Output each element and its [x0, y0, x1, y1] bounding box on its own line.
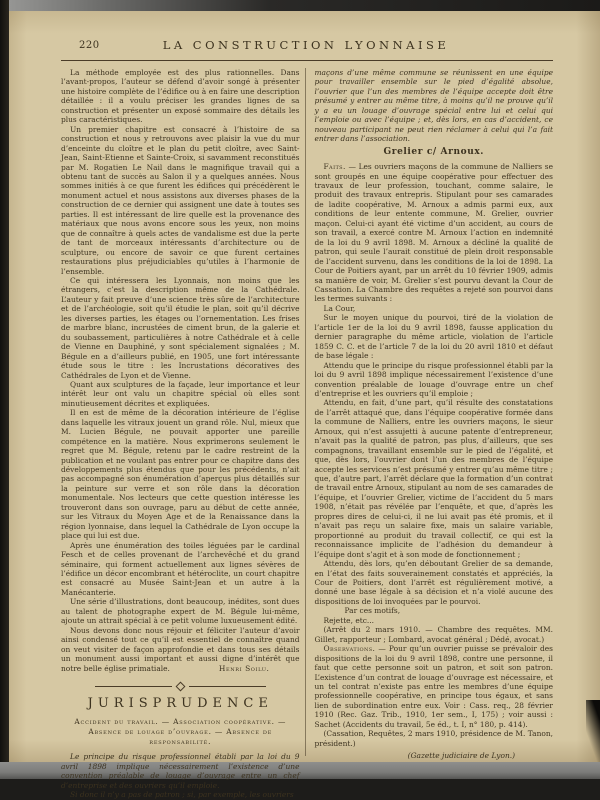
court-opinion-paragraph: La Cour,	[323, 303, 356, 313]
divider-line	[189, 686, 266, 687]
observations-paragraph	[315, 644, 554, 729]
divider-line	[95, 686, 172, 687]
author-signature: Henri Soilu.	[218, 663, 270, 673]
observations-label: Observations.	[323, 644, 376, 654]
paragraph: Il en est de même de la décoration intérieure de l’église dans laquelle les vitraux jouent un grand rôle. Nul, mieux que M. Lucien Bégule, ne pouvait apporter une pareille compétence en la matière. Nous exprimerons seulement le regret que M. Bégule, retenu par le cadre restreint de la publication et ne voulant pas entrer pour ce chapitre dans des développements plus étendus que pour les précédents, n’ait pas accompagné son énumération d’aperçus plus détaillés sur la peinture sur verre et son rôle dans la décoration monumentale. Nos lecteurs que cette question intéresse les trouveront dans son ouvrage, paru au début de cette année, sur les Vitraux du Moyen Age et de la Renaissance dans la région lyonnaise, dans lequel la Cathédrale de Lyon occupe la place qui lui est due.	[61, 408, 300, 541]
paragraph: Un premier chapitre est consacré à l’histoire de sa construction et nous y retrouvons avec plaisir la vue du mur d’enceinte du cloître et le plan du petit cloître, avec Saint-Jean, Saint-Etienne et Sainte-Croix, si savamment reconstitués par M. Rogatien Le Nail dans le magnifique travail qui a obtenu tant de succès au Salon il y a quelques années. Nous sommes initiés à ce que furent les édifices qui précédèrent le monument actuel et nous assistons aux diverses phases de la construction de ce dernier qui assignent une date à toutes ses parties. Il est intéressant de lire quelle est la provenance des matériaux que nous avons encore sous les yeux, non moins que de connaître à quels actes de vandalisme est due la perte de tant de morceaux intéressants d’architecture ou de sculpture, ou encore de savoir ce que furent certaines restaurations plus préjudiciables qu’utiles à l’harmonie de l’ensemble.	[61, 124, 300, 276]
jurisprudence-section-title: JURISPRUDENCE	[87, 696, 273, 711]
left-column	[61, 68, 303, 800]
paragraph-text: Nous devons donc nous réjouir et féliciter l’auteur d’avoir ainsi condensé tout ce qu’il est essentiel de connaître quand on veut visiter de façon approfondie et dans tous ses détails un monument aussi important et aussi digne d’intérêt que notre belle église primatiale.	[61, 625, 300, 673]
ruling-reference: (Arrêt du 2 mars 1910. — Chambre des requêtes. MM. Gillet, rapporteur ; Lombard, avocat général ; Dédé, avocat.)	[314, 625, 553, 644]
case-title: Grelier c/ Arnoux.	[383, 146, 485, 157]
right-column	[306, 68, 554, 761]
case-headnote: Accident du travail. — Association coopérative. — Absence de louage d’ouvrage. — Absence de responsabilité.	[74, 717, 287, 747]
facts-paragraph	[315, 162, 554, 304]
paragraph	[61, 626, 300, 673]
paragraph: Quant aux sculptures de la façade, leur importance et leur intérêt leur ont valu un chapitre spécial où elles sont minutieusement décrites et expliquées.	[61, 379, 300, 408]
court-motifs-line: Par ces motifs,	[344, 606, 401, 616]
header-rule	[61, 60, 553, 61]
court-opinion-paragraph: Attendu, en fait, d’une part, qu’il résulte des constatations de l’arrêt attaqué que, dans l’équipe coopérative formée dans la commune de Nalliers, entre les ouvriers maçons, le sieur Arnoux, qui n’est assujetti à aucune patente d’entrepreneur, n’avait pas la qualité de patron, pas plus, d’ailleurs, que ses compagnons, travaillant ensemble sur le pied de l’égalité, et que, dès lors, l’ouvrier dont l’un des membres de l’équipe accepte les services n’est présumé y entrer qu’au même titre ; que, d’autre part, l’arrêt déclare que la formation d’un contrat de travail entre Arnoux, stipulant au nom de ses camarades de l’équipe, et l’ouvrier Grelier, victime de l’accident du 5 mars 1908, n’était pas révélée par l’enquête, et que, d’après les propres dires de celui-ci, il ne lui avait pas été promis, et il n’avait pas reçu un salaire fixe, mais un salaire variable, proportionné au produit du travail collectif, ce qui est la reconnaissance implicite de l’adhésion du demandeur à l’équipe dont s’agit et à son mode de fonctionnement ;	[314, 398, 553, 559]
book-edge-shadow	[586, 700, 600, 762]
paragraph: Après une énumération des toiles léguées par le cardinal Fesch et de celles provenant de l’archevêché et du grand séminaire, qui forment actuellement aux lignes sévères de l’édifice un décor encombrant et hétéroclite, un court chapitre est consacré au Musée Saint-Jean et un autre à la Manécanterie.	[61, 540, 300, 597]
case-principle-continuation: maçons d’une même commune se réunissent en une équipe pour travailler ensemble sur le pied d’égalité absolue, l’ouvrier que l’un des membres de l’équipe accepte doit être présumé y entrer au même titre, à moins qu’il ne prouve qu’il y a eu un louage d’ouvrage spécial entre lui et celui qui l’emploie ou avec l’équipe ; et, dès lors, en cas d’accident, ce nouveau participant ne peut rien réclamer à celui qui l’a fait entrer dans l’association.	[314, 68, 553, 144]
divider-diamond-ornament	[175, 682, 185, 692]
court-opinion-paragraph: Sur le moyen unique du pourvoi, tiré de la violation de l’article 1er de la loi du 9 avril 1898, fausse application du dernier paragraphe du même article, violation de l’article 1859 C. C. et de l’article 7 de la loi du 20 avril 1810 et défaut de base légale :	[314, 313, 553, 361]
paragraph: Une série d’illustrations, dont beaucoup, inédites, sont dues au talent de photographe expert de M. Bégule lui-même, ajoute un attrait spécial à ce petit volume luxueusement édité.	[61, 597, 300, 626]
paragraph: Ce qui intéressera les Lyonnais, non moins que les étrangers, c’est la description même de la Cathédrale. L’auteur y fait preuve d’une science très sûre de l’architecture et de l’archéologie, soit qu’il étudie le plan, soit qu’il décrive les diverses parties, les étages ou l’ornementation. Les frises de marbre blanc, incrustées de ciment brun, de la galerie et du soubassement, particulières à notre Cathédrale et à celle de Vienne en Dauphiné, y sont spécialement signalées ; M. Bégule en a d’ailleurs publié, en 1905, une fort intéressante étude sous le titre : les Incrustations décoratives des Cathédrales de Lyon et de Vienne.	[61, 275, 300, 380]
court-opinion-paragraph: Attendu, dès lors, qu’en déboutant Grelier de sa demande, en l’état des faits souverainement constatés et appréciés, la Cour de Poitiers, dont l’arrêt est régulièrement motivé, a donné une base légale à sa décision et n’a violé aucune des dispositions de loi invoquées par le pourvoi.	[314, 559, 553, 606]
page-header	[61, 35, 551, 59]
section-divider	[95, 682, 266, 691]
page-number: 220	[79, 40, 100, 51]
court-ruling-line: Rejette, etc...	[323, 615, 374, 625]
cassation-reference: (Cassation, Requêtes, 2 mars 1910, présidence de M. Tanon, président.)	[314, 729, 553, 748]
page-left-edge-shadow	[0, 0, 9, 779]
scanned-page	[9, 11, 600, 800]
paragraph: La méthode employée est des plus rationnelles. Dans l’avant-propos, l’auteur se défend d’avoir songé à présenter une histoire complète de l’édifice ou à en faire une description détaillée : il a voulu préciser les grandes lignes de sa construction et présenter un exposé sommaire des détails les plus caractéristiques.	[61, 68, 300, 125]
facts-text: — Les ouvriers maçons de la commune de Nalliers se sont groupés en une équipe coopérative pour effectuer des travaux de leur profession, touchant, comme salaire, le produit des travaux entrepris. Stipulant pour ses camarades de ladite coopérative, M. Arnoux a admis parmi eux, aux conditions de leur entente commune, M. Grelier, ouvrier maçon. Celui-ci ayant été victime d’un accident, au cours de son travail, a exercé contre M. Arnoux l’action en indemnité de la loi du 9 avril 1898. M. Arnoux a décliné la qualité de patron, qui seule l’aurait constitué de plein droit responsable de l’accident survenu, dans les conditions de la loi de 1898. La Cour de Poitiers ayant, par un arrêt du 10 février 1909, admis sa manière de voir, M. Grelier s’est pourvu devant la Cour de Cassation. La Chambre des requêtes a rejeté son pourvoi dans les termes suivants :	[314, 162, 553, 304]
source-attribution: (Gazette judiciaire de Lyon.)	[407, 751, 515, 761]
observations-text: — Pour qu’un ouvrier puisse se prévaloir des dispositions de la loi du 9 avril 1898, contre une personne, il faut que cette personne soit un patron, et soit son patron. L’existence d’un contrat de louage d’ouvrage est nécessaire, et un tel contrat n’existe pas entre les membres d’une équipe professionnelle coopérative, en principe tous égaux, et sans lien de subordination entre eux. Voir : Cass. req., 28 février 1910 (Rec. Gaz. Trib., 1910, 1er sem., I, 175) ; voir aussi : Sachet (Accidents du travail, 5e éd., t. I, n° 180, p. 414).	[314, 644, 553, 729]
facts-label: Faits.	[323, 162, 346, 172]
journal-title: LA CONSTRUCTION LYONNAISE	[162, 38, 450, 52]
case-principle-paragraph: Le principe du risque professionnel établi par la loi du 9 avril 1898 implique nécessairement l’existence d’une convention préalable de louage d’ouvrage entre un chef d’entreprise et des ouvriers qu’il emploie.	[61, 752, 300, 790]
court-opinion-paragraph: Attendu que le principe du risque professionnel établi par la loi du 9 avril 1898 implique nécessairement l’existence d’une convention préalable de louage d’ouvrage entre un chef d’entreprise et les ouvriers qu’il emploie ;	[314, 360, 553, 398]
two-column-body	[61, 68, 553, 800]
case-principle-paragraph: Si donc il n’y a pas de patron ; si, par exemple, les ouvriers	[70, 790, 294, 800]
